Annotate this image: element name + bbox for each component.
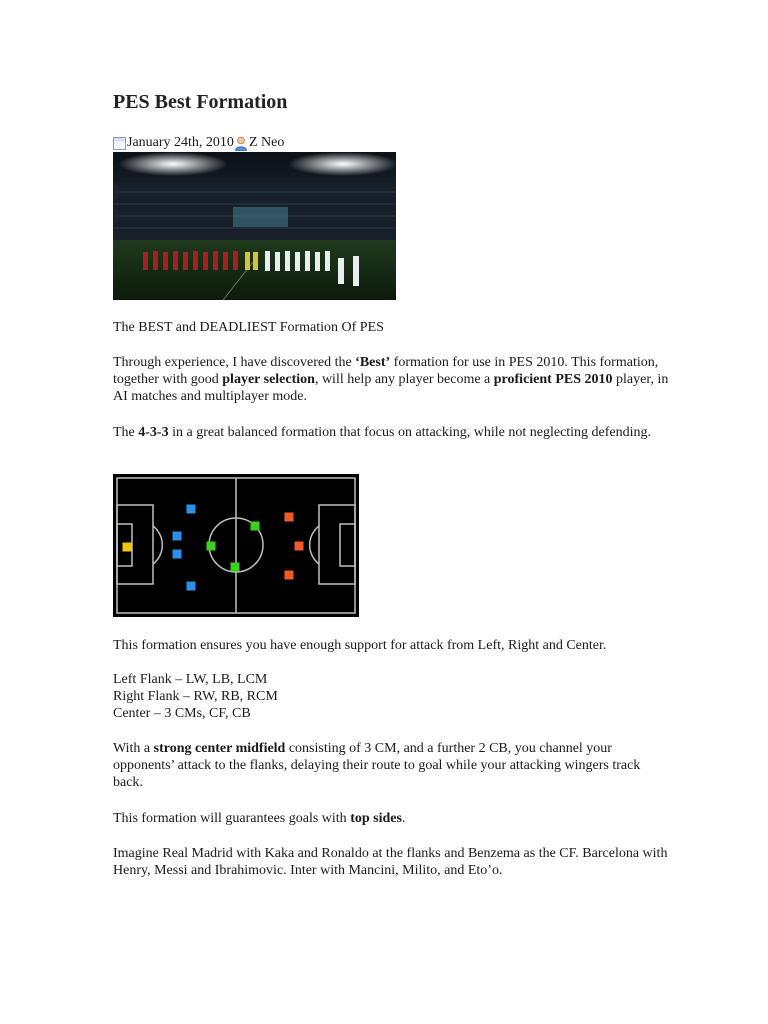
- flank-list: [113, 671, 673, 722]
- post-author[interactable]: Z Neo: [248, 135, 285, 150]
- flank-right: Right Flank – RW, RB, RCM: [113, 689, 278, 704]
- defenders-marker-3: [173, 550, 182, 559]
- formation-diagram: [113, 474, 359, 617]
- midfielders-marker-2: [207, 542, 216, 551]
- forwards-marker-2: [295, 542, 304, 551]
- support-paragraph: This formation ensures you have enough support for attack from Left, Right and Center.: [113, 638, 607, 653]
- post-date: January 24th, 2010: [127, 135, 234, 150]
- goals-paragraph: This formation will guarantees goals with top sides.: [113, 811, 406, 826]
- forwards-marker-1: [285, 513, 294, 522]
- midfield-paragraph: With a strong center midfield consisting of 3 CM, and a further 2 CB, you channel your opponents’ attack to the flanks, delaying their route to goal while your attacking wingers track back.: [113, 741, 641, 790]
- defenders-marker-2: [173, 532, 182, 541]
- stadium-photo: [113, 152, 396, 300]
- tagline: The BEST and DEADLIEST Formation Of PES: [113, 320, 384, 335]
- page-title: PES Best Formation: [113, 91, 288, 113]
- calendar-icon: [113, 137, 126, 150]
- midfielders-marker-1: [251, 522, 260, 531]
- formation-paragraph: The 4-3-3 in a great balanced formation that focus on attacking, while not neglecting defending.: [113, 425, 652, 440]
- midfielders-marker-3: [231, 563, 240, 572]
- goalkeeper-marker-1: [123, 543, 132, 552]
- flank-center: Center – 3 CMs, CF, CB: [113, 706, 251, 721]
- user-icon: [234, 136, 248, 151]
- defenders-marker-1: [187, 505, 196, 514]
- imagine-paragraph: Imagine Real Madrid with Kaka and Ronaldo at the flanks and Benzema as the CF. Barcelona with Henry, Messi and Ibrahimovic. Inter with Mancini, Milito, and Eto’o.: [113, 846, 668, 878]
- post-meta: [113, 134, 284, 152]
- flank-left: Left Flank – LW, LB, LCM: [113, 672, 268, 687]
- intro-paragraph: Through experience, I have discovered the ‘Best’ formation for use in PES 2010. This formation, together with good player selection, will help any player become a proficient PES 2010 player, in AI matches and multiplayer mode.: [113, 355, 669, 404]
- forwards-marker-3: [285, 571, 294, 580]
- defenders-marker-4: [187, 582, 196, 591]
